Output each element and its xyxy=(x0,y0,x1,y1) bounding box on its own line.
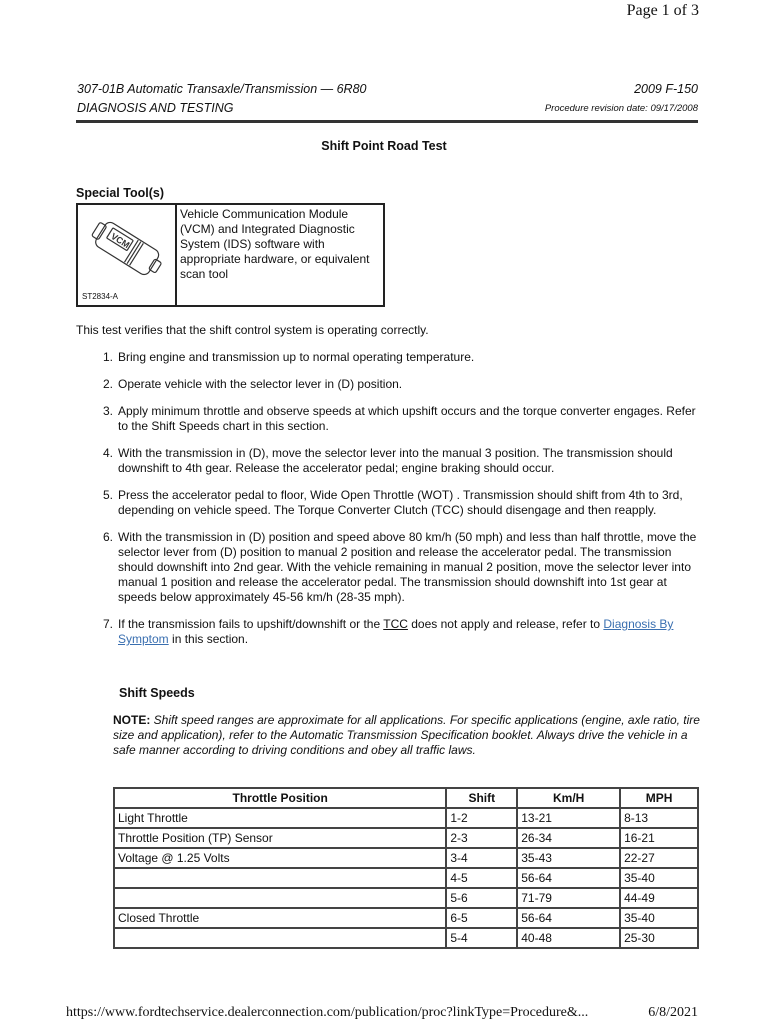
shift-speeds-note xyxy=(113,713,703,758)
footer-url: https://www.fordtechservice.dealerconnection.com/publication/proc?linkType=Procedure&... xyxy=(66,1005,589,1020)
step-item xyxy=(76,488,701,518)
special-tools-table xyxy=(76,203,385,307)
step-text-part: in this section. xyxy=(168,632,249,646)
shift-speeds-heading: Shift Speeds xyxy=(119,686,195,700)
table-row xyxy=(114,848,698,868)
tool-description: Vehicle Communication Module (VCM) and Integrated Diagnostic System (IDS) software with appropriate hardware, or equivalent scan tool xyxy=(180,207,370,281)
tcc-abbreviation[interactable]: TCC xyxy=(383,617,408,631)
step-item xyxy=(76,446,701,476)
table-cell xyxy=(114,868,446,888)
table-cell: 25-30 xyxy=(620,928,698,948)
section-title: 307-01B Automatic Transaxle/Transmission — 6R80 xyxy=(77,82,367,96)
note-text: Shift speed ranges are approximate for all applications. For specific applications (engine, axle ratio, tire size and application), refer to the Automatic Transmission Specification booklet. Always drive the vehicle in a safe manner according to driving conditions and obey all traffic laws. xyxy=(113,713,700,757)
vcm-module-icon xyxy=(88,213,168,285)
table-cell: 4-5 xyxy=(446,868,517,888)
table-cell: 40-48 xyxy=(517,928,620,948)
step-number: 4. xyxy=(102,446,113,460)
table-cell: 56-64 xyxy=(517,868,620,888)
step-item xyxy=(76,350,701,365)
column-header: Throttle Position xyxy=(114,788,446,808)
table-row xyxy=(114,868,698,888)
note-label: NOTE: xyxy=(113,713,151,727)
table-row xyxy=(114,908,698,928)
special-tools-heading: Special Tool(s) xyxy=(76,186,164,200)
column-header: Km/H xyxy=(517,788,620,808)
diagnosis-by-symptom-link[interactable]: Diagnosis By Symptom xyxy=(118,617,674,646)
table-row xyxy=(114,808,698,828)
vehicle-model: 2009 F-150 xyxy=(634,82,698,96)
table-cell: 56-64 xyxy=(517,908,620,928)
column-header: Shift xyxy=(446,788,517,808)
table-cell: Throttle Position (TP) Sensor xyxy=(114,828,446,848)
table-cell: 8-13 xyxy=(620,808,698,828)
table-cell: 13-21 xyxy=(517,808,620,828)
column-header: MPH xyxy=(620,788,698,808)
doc-header-left xyxy=(77,80,366,118)
step-text: Apply minimum throttle and observe speeds at which upshift occurs and the torque converter engages. Refer to the Shift Speeds chart in this section. xyxy=(118,404,696,433)
step-text: Press the accelerator pedal to floor, Wide Open Throttle (WOT) . Transmission should shift from 4th to 3rd, depending on vehicle speed. The Torque Converter Clutch (TCC) should disengage and then reapply. xyxy=(118,488,683,517)
table-cell: 5-4 xyxy=(446,928,517,948)
table-row xyxy=(114,828,698,848)
page-indicator: Page 1 of 3 xyxy=(626,2,699,19)
table-cell: 71-79 xyxy=(517,888,620,908)
step-item xyxy=(76,404,701,434)
step-text-part: If the transmission fails to upshift/downshift or the xyxy=(118,617,384,631)
doc-header-right xyxy=(545,80,698,118)
step-number: 3. xyxy=(102,404,113,418)
table-cell xyxy=(114,888,446,908)
step-text: Bring engine and transmission up to normal operating temperature. xyxy=(118,350,475,364)
header-divider xyxy=(76,120,698,123)
table-cell: Closed Throttle xyxy=(114,908,446,928)
step-text-part: does not apply and release, refer to xyxy=(407,617,604,631)
step-number: 1. xyxy=(102,350,113,364)
table-row xyxy=(114,928,698,948)
tool-code: ST2834-A xyxy=(82,292,119,301)
table-cell: 35-40 xyxy=(620,868,698,888)
table-cell: 35-40 xyxy=(620,908,698,928)
step-text: With the transmission in (D), move the selector lever into the manual 3 position. The transmission should downshift to 4th gear. Release the accelerator pedal; engine braking should occur. xyxy=(118,446,673,475)
table-cell: 44-49 xyxy=(620,888,698,908)
step-item xyxy=(76,530,701,605)
step-number: 6. xyxy=(102,530,113,544)
step-item xyxy=(76,617,701,647)
step-number: 2. xyxy=(102,377,113,391)
table-cell: 16-21 xyxy=(620,828,698,848)
tool-image-cell xyxy=(78,205,177,305)
table-cell: 26-34 xyxy=(517,828,620,848)
step-text xyxy=(118,617,701,647)
step-item xyxy=(76,377,701,392)
table-cell: Voltage @ 1.25 Volts xyxy=(114,848,446,868)
table-cell: 35-43 xyxy=(517,848,620,868)
revision-date: Procedure revision date: 09/17/2008 xyxy=(544,103,698,114)
table-cell: 1-2 xyxy=(446,808,517,828)
table-row xyxy=(114,888,698,908)
table-cell: 3-4 xyxy=(446,848,517,868)
shift-speeds-table xyxy=(113,787,699,949)
footer-date: 6/8/2021 xyxy=(648,1005,698,1020)
category-title: DIAGNOSIS AND TESTING xyxy=(77,101,234,115)
table-cell xyxy=(114,928,446,948)
procedure-steps xyxy=(76,350,701,659)
table-cell: Light Throttle xyxy=(114,808,446,828)
table-header-row xyxy=(114,788,698,808)
intro-text: This test verifies that the shift control system is operating correctly. xyxy=(76,323,429,337)
step-text: With the transmission in (D) position and speed above 80 km/h (50 mph) and less than half throttle, move the selector lever from (D) position to manual 2 position and release the accelerator pedal. The transmission should downshift into 2nd gear. With the vehicle remaining in manual 2 position, move the selector lever into manual 1 position and release the accelerator pedal. The transmission should downshift into 1st gear at speeds below approximately 45-56 km/h (28-35 mph). xyxy=(118,530,697,604)
table-cell: 2-3 xyxy=(446,828,517,848)
table-cell: 6-5 xyxy=(446,908,517,928)
step-number: 7. xyxy=(102,617,113,631)
page-title: Shift Point Road Test xyxy=(321,139,447,153)
table-cell: 22-27 xyxy=(620,848,698,868)
step-number: 5. xyxy=(102,488,113,502)
table-cell: 5-6 xyxy=(446,888,517,908)
step-text: Operate vehicle with the selector lever in (D) position. xyxy=(118,377,403,391)
svg-text:VCM: VCM xyxy=(109,231,132,251)
